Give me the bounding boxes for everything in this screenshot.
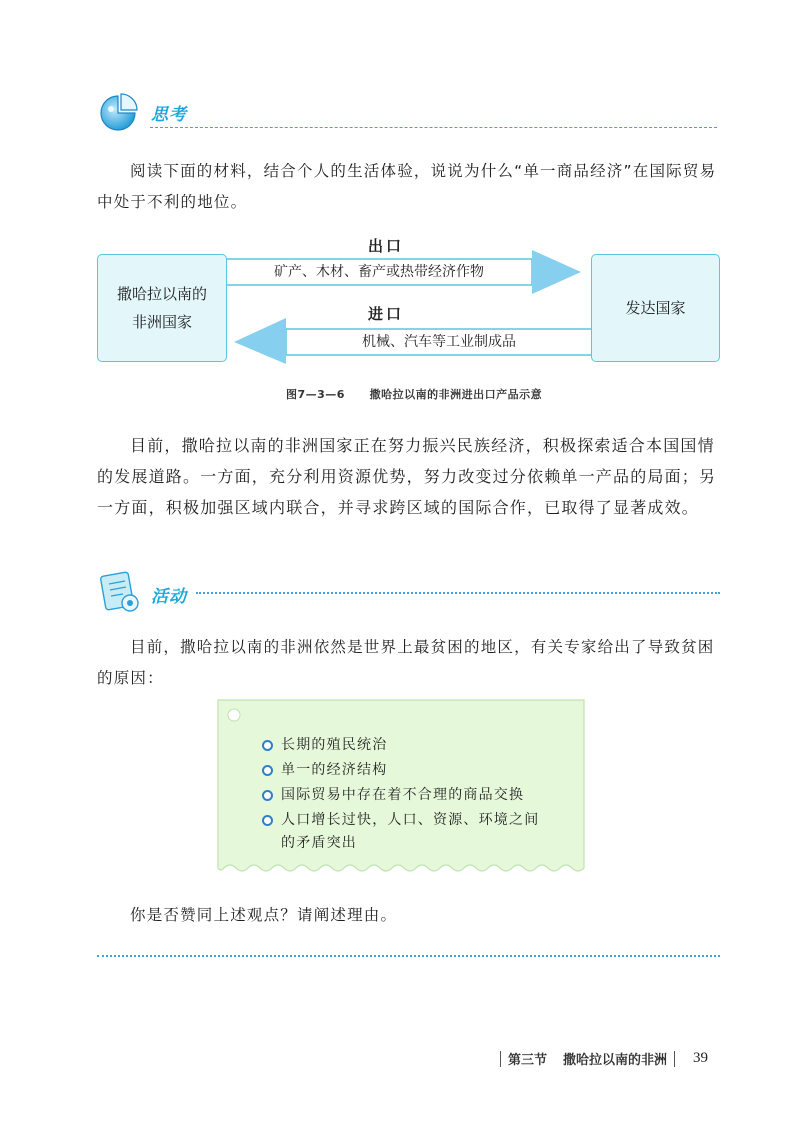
footer-divider-left — [500, 1051, 501, 1067]
causes-list — [262, 734, 562, 857]
caption-number: 图7—3—6 — [286, 388, 345, 401]
think-section-title: 思考 — [151, 105, 187, 125]
causes-note-card — [216, 698, 586, 893]
list-item — [262, 734, 562, 757]
caption-text: 撒哈拉以南的非洲进出口产品示意 — [369, 388, 543, 401]
think-intro-text: 阅读下面的材料，结合个人的生活体验，说说为什么“单一商品经济”在国际贸易中处于不利的地位。 — [97, 162, 717, 211]
think-divider — [150, 127, 717, 128]
left-box-label: 撒哈拉以南的非洲国家 — [117, 285, 208, 331]
think-icon — [97, 92, 139, 134]
bullet-circle-icon — [262, 765, 273, 776]
list-item — [262, 759, 562, 782]
bottom-divider — [97, 955, 720, 957]
footer-section: 第三节 — [508, 1053, 548, 1068]
list-item — [262, 784, 562, 807]
right-box-label: 发达国家 — [625, 299, 686, 317]
list-item — [262, 809, 562, 855]
footer-divider-right — [674, 1051, 675, 1067]
bullet-circle-icon — [262, 790, 273, 801]
cause-text: 长期的殖民统治 — [281, 737, 388, 753]
body-paragraph: 目前，撒哈拉以南的非洲国家正在努力振兴民族经济，积极探索适合本国国情的发展道路。一方面，充分利用资源优势，努力改变过分依赖单一产品的局面；另一方面，积极加强区域内联合，并寻求跨区域的国际合作，已取得了显著成效。 — [97, 436, 717, 517]
activity-section-title: 活动 — [151, 587, 187, 607]
activity-icon — [97, 570, 141, 614]
cause-text: 人口增长过快，人口、资源、环境之间的矛盾突出 — [281, 812, 540, 851]
activity-divider — [196, 592, 720, 594]
cause-text: 国际贸易中存在着不合理的商品交换 — [281, 787, 525, 803]
bullet-circle-icon — [262, 740, 273, 751]
bullet-circle-icon — [262, 815, 273, 826]
diagram-caption — [286, 386, 542, 402]
cause-text: 单一的经济结构 — [281, 762, 388, 778]
activity-question: 你是否赞同上述观点？请阐述理由。 — [130, 906, 398, 924]
import-label: 进口 — [368, 305, 405, 323]
export-goods: 矿产、木材、畜产或热带经济作物 — [274, 264, 484, 280]
left-box-africa — [97, 254, 227, 362]
activity-intro-text: 目前，撒哈拉以南的非洲依然是世界上最贫困的地区，有关专家给出了导致贫困的原因： — [97, 638, 715, 687]
right-box-developed — [591, 254, 720, 362]
import-goods: 机械、汽车等工业制成品 — [362, 334, 516, 350]
export-label: 出口 — [368, 237, 405, 255]
footer-chapter-title: 撒哈拉以南的非洲 — [563, 1053, 668, 1068]
page-footer — [500, 1049, 708, 1068]
page-number: 39 — [693, 1050, 709, 1066]
